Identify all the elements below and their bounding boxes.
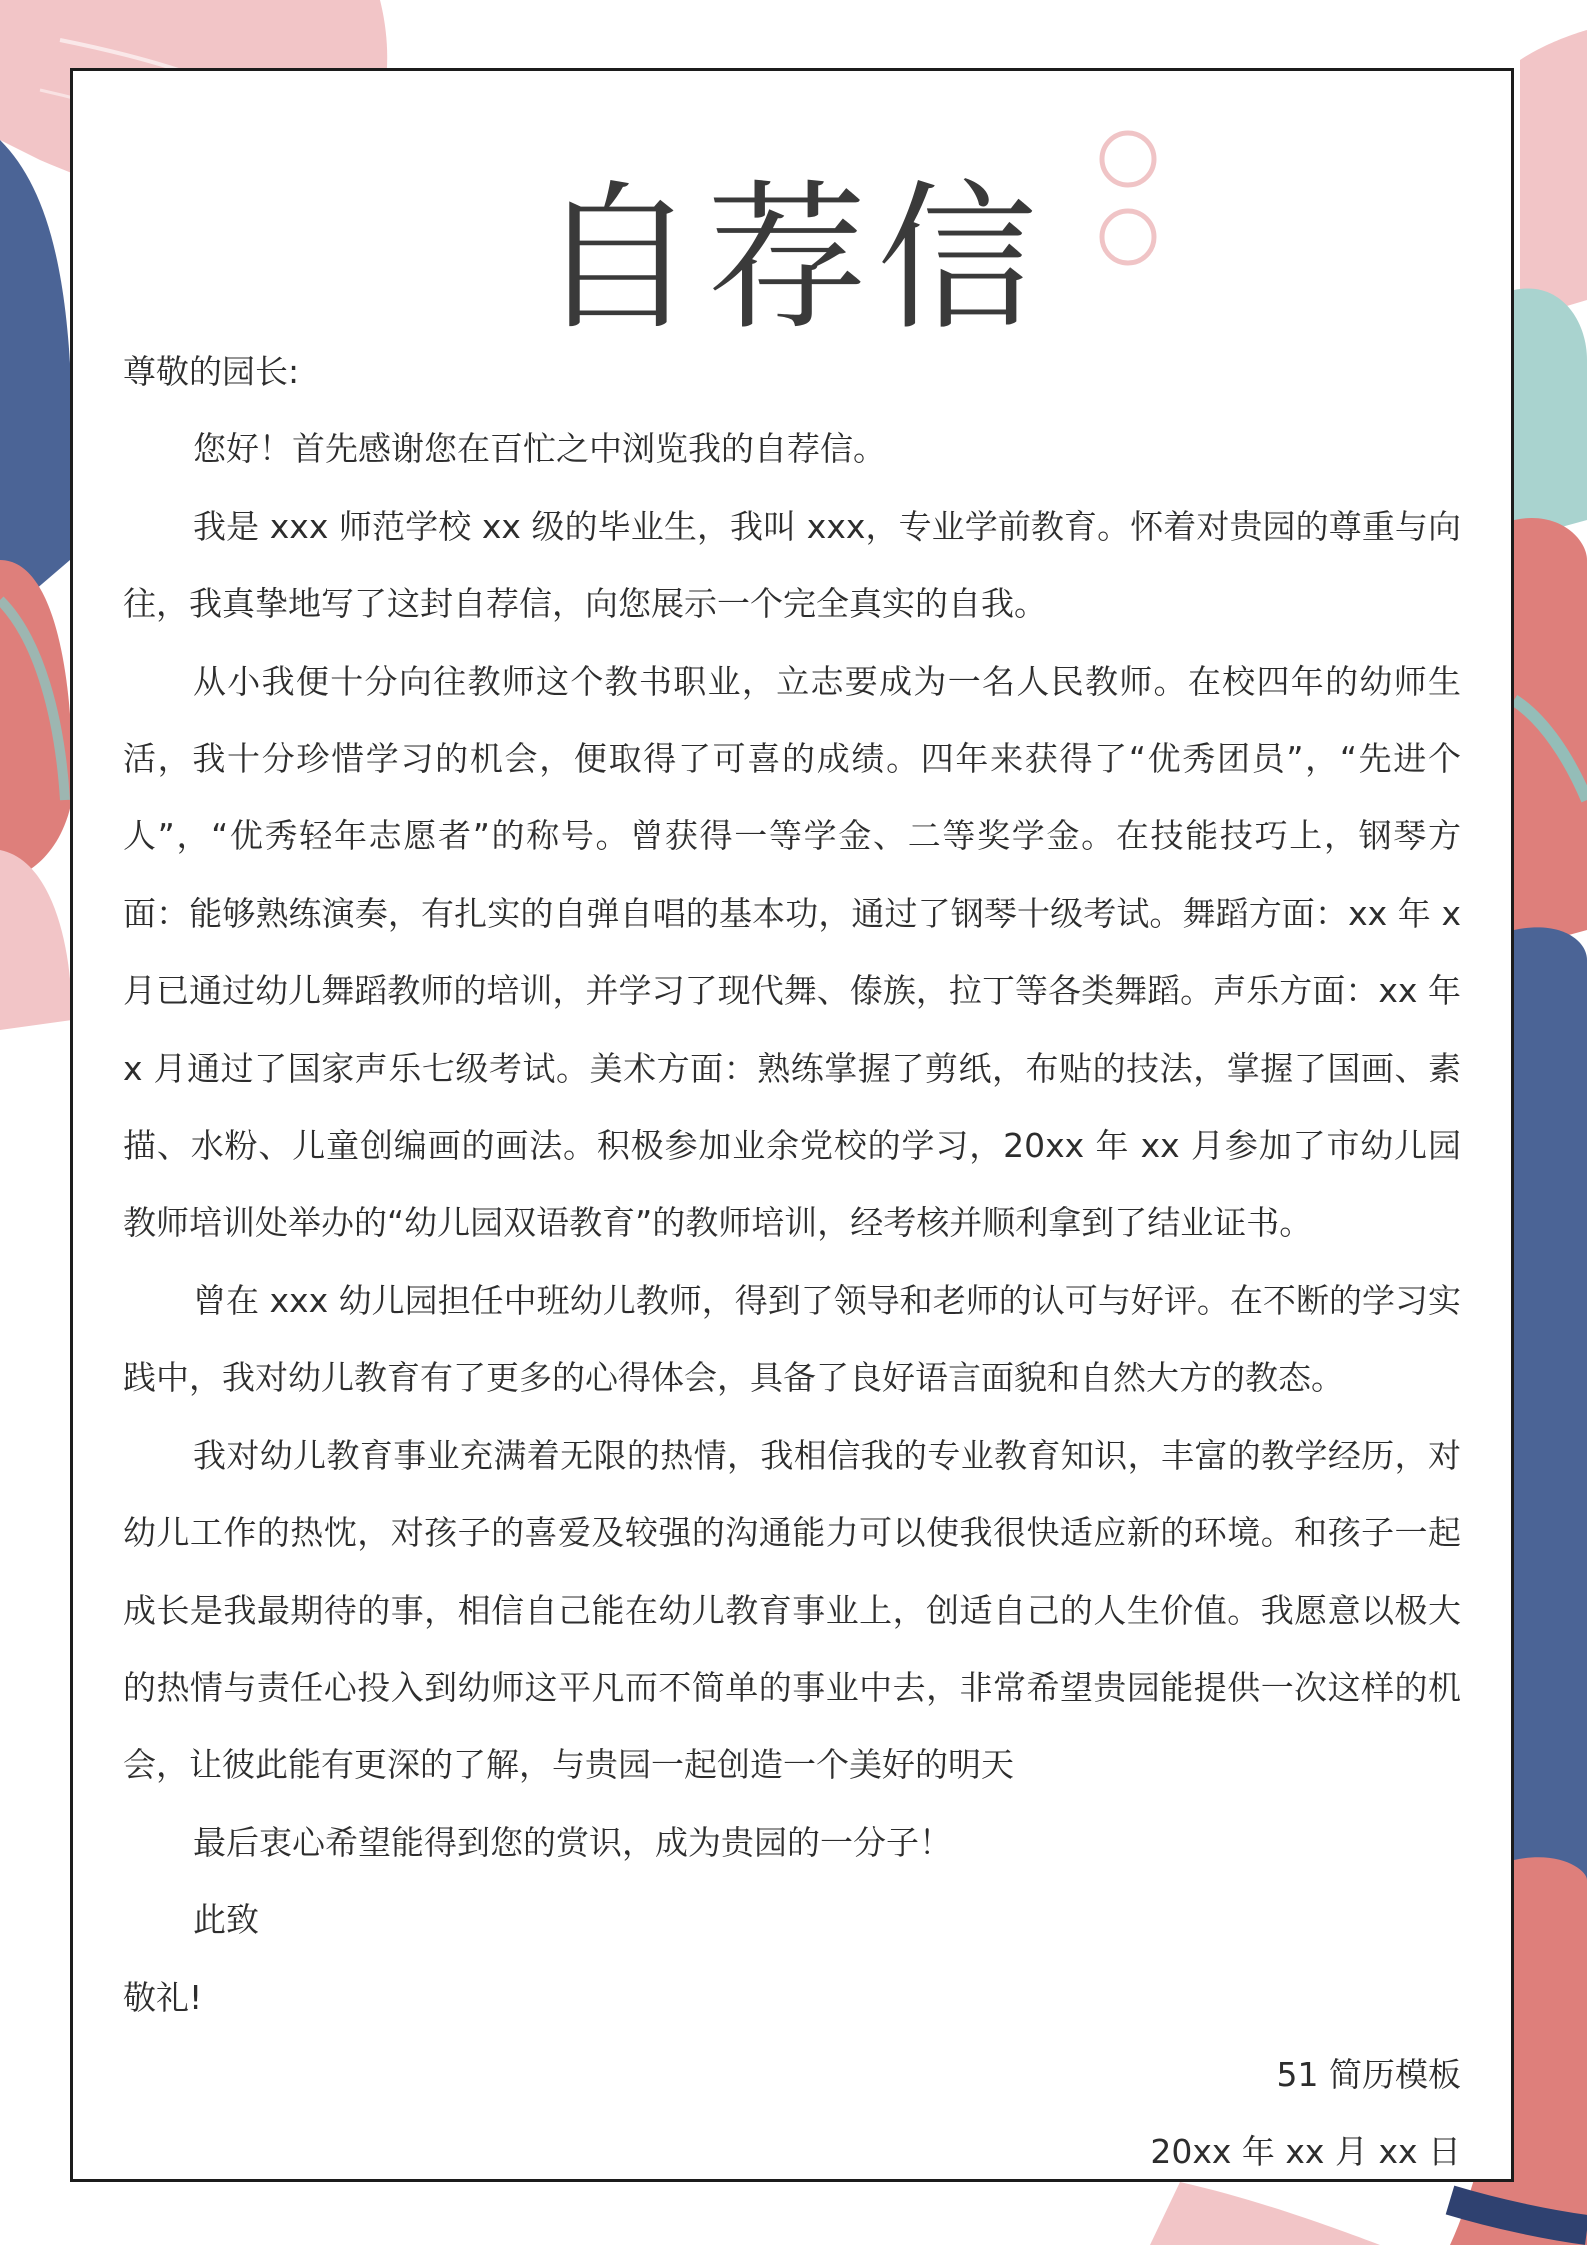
regards: 敬礼! (123, 1977, 203, 2017)
pink-leaf-bottom (1150, 2182, 1380, 2245)
navy-leaf-left (0, 140, 72, 620)
date: 20xx 年 xx 月 xx 日 (1150, 2132, 1461, 2172)
pink-leaf-left (0, 850, 72, 1030)
teal-leaf-right (1514, 288, 1587, 540)
paragraph: 最后衷心希望能得到您的赏识，成为贵园的一分子！ (193, 1822, 952, 1862)
letter-body (123, 333, 1461, 2191)
pink-leaf-top-right (1520, 30, 1587, 320)
paragraph: 从小我便十分向往教师这个教书职业，立志要成为一名人民教师。在校四年的幼师生活，我十分珍惜学习的机会，便取得了可喜的成绩。四年来获得了“优秀团员”，“先进个人”，“优秀轻年志愿者”的称号。曾获得一等学金、二等奖学金。在技能技巧上，钢琴方面：能够熟练演奏，有扎实的自弹自唱的基本功，通过了钢琴十级考试。舞蹈方面：xx 年 x 月已通过幼儿舞蹈教师的培训，并学习了现代舞、傣族，拉丁等各类舞蹈。声乐方面：xx 年 x 月通过了国家声乐七级考试。美术方面：熟练掌握了剪纸，布贴的技法，掌握了国画、素描、水粉、儿童创编画的画法。积极参加业余党校的学习，20xx 年 xx 月参加了市幼儿园教师培训处举办的“幼儿园双语教育”的教师培训，经考核并顺利拿到了结业证书。 (123, 661, 1461, 1243)
page-title: 自荐信 (536, 165, 1047, 352)
paragraph: 我是 xxx 师范学校 xx 级的毕业生，我叫 xxx，专业学前教育。怀着对贵园的尊重与向往，我真挚地写了这封自荐信，向您展示一个完全真实的自我。 (123, 506, 1461, 624)
decorative-circles-icon (1083, 119, 1173, 279)
paragraph: 您好！首先感谢您在百忙之中浏览我的自荐信。 (193, 429, 886, 469)
navy-leaf-right (1514, 927, 1587, 1920)
closing: 此致 (193, 1900, 259, 1940)
letter-page (70, 68, 1514, 2182)
paragraph: 我对幼儿教育事业充满着无限的热情，我相信我的专业教育知识，丰富的教学经历，对幼儿工作的热忱，对孩子的喜爱及较强的沟通能力可以使我很快适应新的环境。和孩子一起成长是我最期待的事，相信自己能在幼儿教育事业上，创适自己的人生价值。我愿意以极大的热情与责任心投入到幼师这平凡而不简单的事业中去，非常希望贵园能提供一次这样的机会，让彼此能有更深的了解，与贵园一起创造一个美好的明天 (123, 1435, 1461, 1785)
signature: 51 简历模板 (1276, 2054, 1461, 2094)
paragraph: 曾在 xxx 幼儿园担任中班幼儿教师，得到了领导和老师的认可与好评。在不断的学习实践中，我对幼儿教育有了更多的心得体会，具备了良好语言面貌和自然大方的教态。 (123, 1280, 1461, 1398)
salutation: 尊敬的园长: (123, 352, 300, 391)
